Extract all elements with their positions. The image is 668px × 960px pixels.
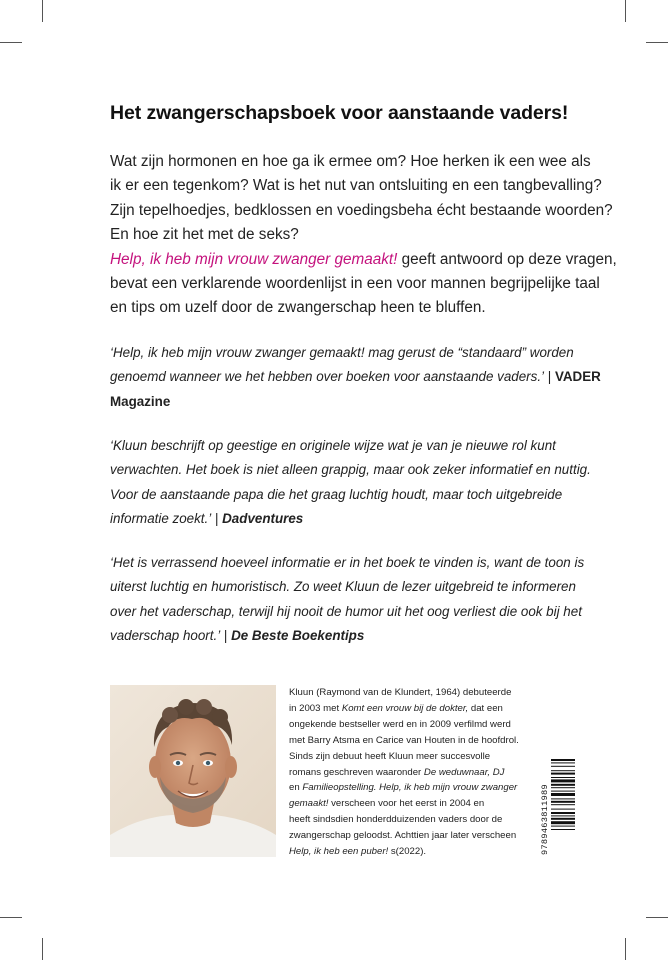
barcode-bar — [551, 773, 575, 775]
bio-line — [289, 844, 539, 860]
bio-line: zwangerschap geloodst. Achttien jaar later verscheen — [289, 830, 517, 842]
barcode-bar — [551, 809, 575, 810]
crop-mark — [625, 938, 626, 960]
quote-line — [110, 341, 630, 365]
bio-book-title: Help, ik heb een puber! — [289, 846, 389, 858]
review-quote-3 — [110, 551, 630, 649]
barcode-bar — [551, 784, 575, 786]
barcode-bar — [551, 812, 575, 814]
quote-line: ‘Kluun beschrijft op geestige en originele wijze wat je van je nieuwe rol kunt — [110, 438, 556, 453]
quote-source: Dadventures — [222, 511, 304, 527]
barcode-bar — [551, 791, 575, 792]
bio-text: verscheen voor het eerst in 2004 en — [328, 798, 485, 810]
barcode-bar — [551, 787, 575, 788]
barcode-bar — [551, 821, 575, 824]
bio-line: Sinds zijn debuut heeft Kluun meer succesvolle — [289, 750, 491, 762]
intro-text: geeft antwoord op deze vragen, — [397, 250, 617, 268]
barcode-number: 9789463811989 — [540, 784, 550, 855]
bio-book-title: Familieopstelling. Help, ik heb mijn vrouw zwanger — [302, 782, 518, 794]
bio-text: romans geschreven waaronder — [289, 766, 424, 778]
bio-line — [289, 701, 539, 717]
quote-line: ‘Het is verrassend hoeveel informatie er in het boek te vinden is, want de toon is — [110, 555, 585, 570]
quote-line — [110, 624, 630, 648]
quote-text: genoemd wanneer we het hebben over boeken voor aanstaande vaders.’ — [110, 369, 545, 385]
author-bio — [289, 685, 539, 860]
quote-source: Magazine — [110, 393, 171, 409]
intro-line: en tips om uzelf door de zwangerschap heen te bluffen. — [110, 299, 486, 317]
bio-book-title: Komt een vrouw bij de dokter, — [341, 702, 469, 714]
review-quote-1 — [110, 341, 630, 414]
intro-line: Wat zijn hormonen en hoe ga ik ermee om? Hoe herken ik een wee als — [110, 153, 591, 170]
crop-mark — [625, 0, 626, 22]
barcode-bar — [551, 759, 575, 761]
bio-text: in 2003 met — [289, 702, 342, 714]
barcode-bar — [551, 798, 575, 799]
barcode-bar — [551, 804, 575, 805]
crop-mark — [646, 42, 668, 43]
barcode-bar — [551, 766, 575, 767]
book-title-highlight: Help, ik heb mijn vrouw zwanger gemaakt! — [110, 250, 398, 268]
page-title: Het zwangerschapsboek voor aanstaande vaders! — [110, 102, 569, 124]
intro-line — [110, 248, 630, 272]
bio-line: ongekende bestseller werd en in 2009 verfilmd werd — [289, 718, 511, 730]
crop-mark — [646, 917, 668, 918]
quote-source: De Beste Boekentips — [231, 628, 365, 644]
barcode-bar — [551, 793, 575, 796]
intro-line: Zijn tepelhoedjes, bedklossen en voedingsbeha écht bestaande woorden? — [110, 201, 613, 219]
barcode-bar — [551, 779, 575, 782]
quote-line — [110, 365, 630, 389]
bio-text: en — [289, 782, 303, 794]
quote-line: uiterst luchtig en humoristisch. Zo weet Kluun de lezer uitgebreid te informeren — [110, 579, 576, 595]
quote-text: vaderschap hoort.’ — [110, 628, 221, 644]
bio-text: s(2022). — [388, 846, 427, 858]
quote-text: mag gerust de “standaard” worden — [364, 345, 574, 360]
review-quote-2 — [110, 434, 630, 532]
bio-book-title: gemaakt! — [289, 798, 329, 810]
barcode-bar — [551, 770, 575, 771]
crop-mark — [42, 0, 43, 22]
quote-line: over het vaderschap, terwijl hij nooit de humor uit het oog verliest die ook bij het — [110, 603, 582, 619]
quote-text: informatie zoekt.’ — [110, 511, 212, 527]
bio-line: Kluun (Raymond van de Klundert, 1964) debuteerde — [289, 687, 512, 698]
quote-separator: | — [211, 511, 223, 527]
crop-mark — [0, 42, 22, 43]
bio-book-title: De weduwnaar, DJ — [423, 766, 505, 778]
bio-line: heeft sindsdien honderdduizenden vaders door de — [289, 814, 503, 826]
intro-line: En hoe zit het met de seks? — [110, 226, 299, 244]
quote-separator: | — [220, 628, 232, 644]
barcode-bar — [551, 777, 575, 778]
author-portrait-illustration — [110, 685, 276, 857]
bio-line: met Barry Atsma en Carice van Houten in de hoofdrol. — [289, 734, 519, 746]
quote-source: VADER — [554, 369, 601, 385]
quote-line — [110, 507, 630, 531]
author-photo — [110, 685, 276, 857]
barcode-bar — [551, 801, 575, 803]
crop-mark — [0, 917, 22, 918]
bio-text: dat een — [468, 702, 503, 714]
quote-line — [110, 390, 630, 414]
barcode-bar — [551, 818, 575, 820]
barcode-bar — [551, 762, 575, 763]
quote-line: verwachten. Het boek is niet alleen grappig, maar ook zeker informatief en nuttig. — [110, 462, 591, 478]
barcode-bar — [551, 829, 575, 830]
bio-line — [289, 780, 539, 796]
quote-line: Voor de aanstaande papa die het graag luchtig houdt, maar toch uitgebreide — [110, 486, 563, 502]
bio-line — [289, 765, 539, 781]
quote-text: ‘Help, ik heb mijn vrouw zwanger gemaakt! — [110, 345, 365, 360]
barcode-bar — [551, 815, 575, 816]
intro-paragraph — [110, 150, 630, 321]
crop-mark — [42, 938, 43, 960]
intro-line: ik er een tegenkom? Wat is het nut van ontsluiting en een tangbevalling? — [110, 177, 602, 195]
bio-line — [289, 796, 539, 812]
quote-separator: | — [544, 369, 555, 385]
intro-line: bevat een verklarende woordenlijst in een voor mannen begrijpelijke taal — [110, 275, 600, 293]
barcode-bar — [551, 826, 575, 827]
